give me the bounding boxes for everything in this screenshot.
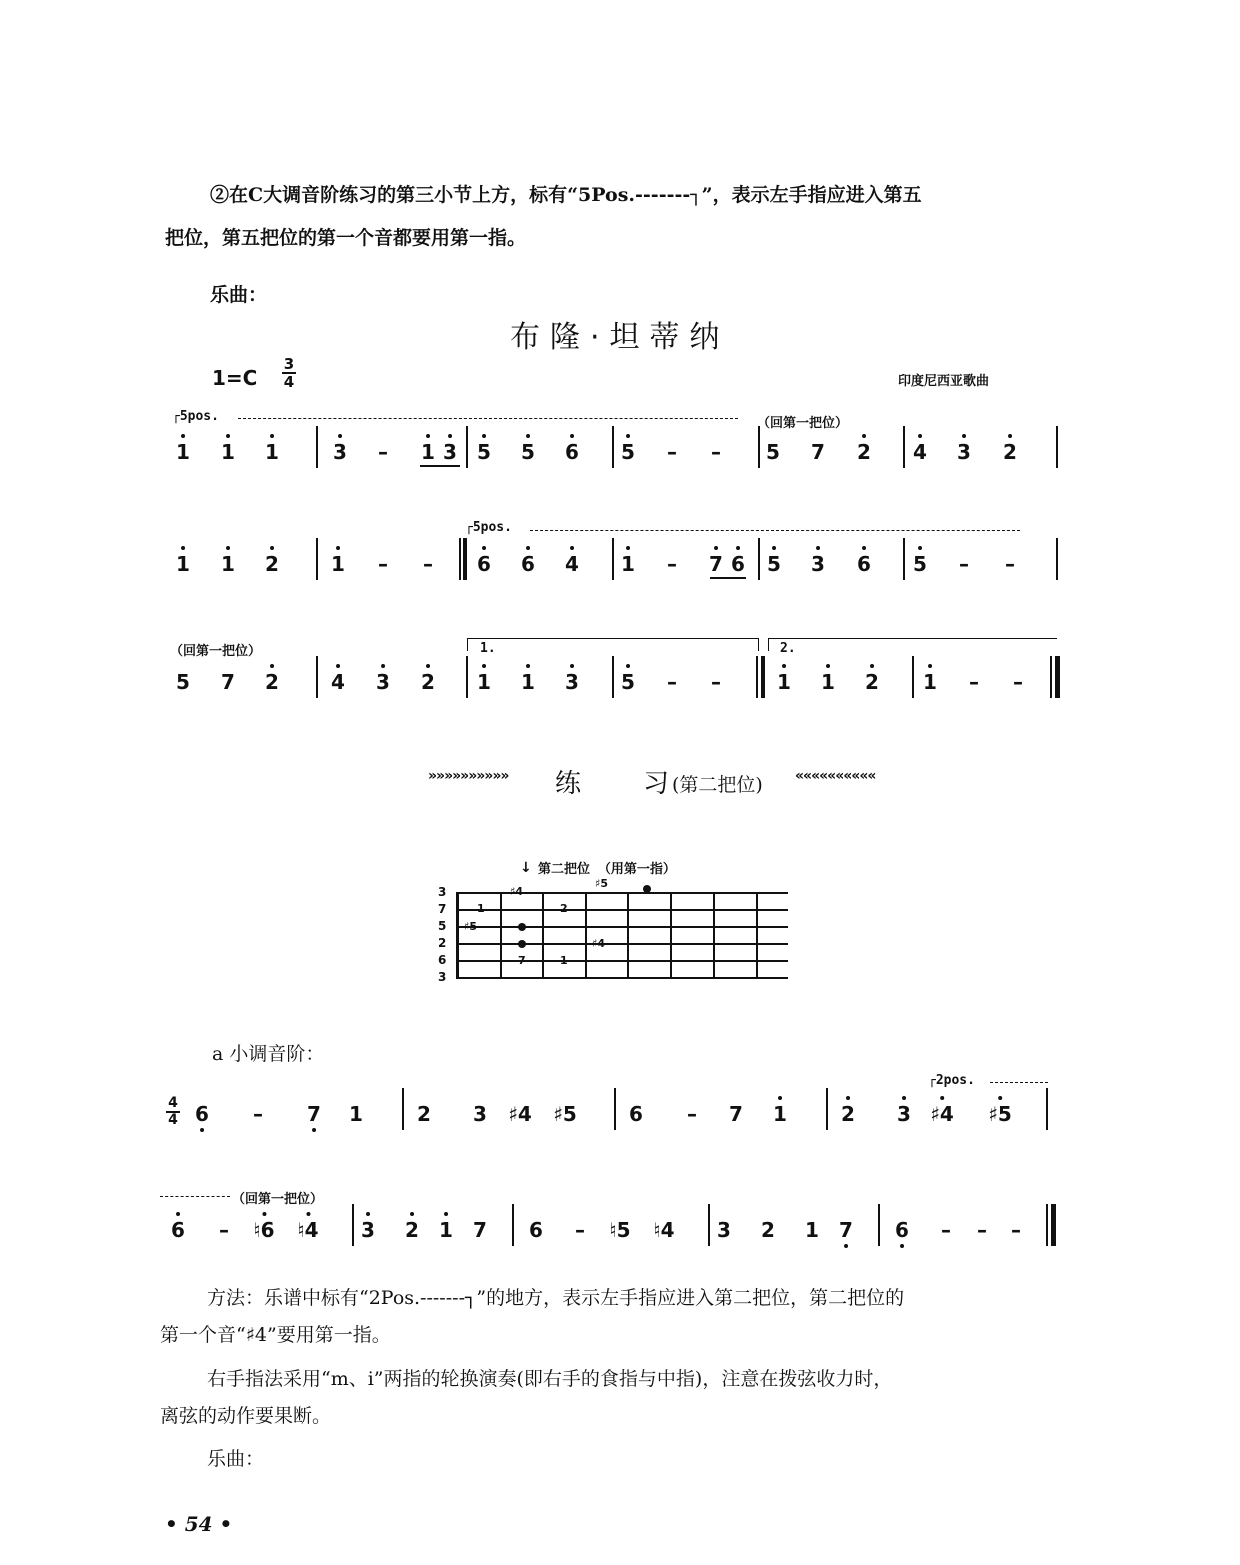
final-barline xyxy=(1050,656,1052,698)
barline xyxy=(466,656,468,698)
note: 7 xyxy=(839,1218,853,1242)
fret-dot xyxy=(643,885,651,893)
dash-note: – xyxy=(667,440,677,464)
string-line xyxy=(456,892,788,894)
double-barline xyxy=(463,538,467,580)
note: 1 xyxy=(176,552,190,576)
scale-time-top: 4 xyxy=(168,1095,178,1111)
fretboard-diagram xyxy=(430,850,800,1000)
note: 6 xyxy=(521,552,535,576)
note: 1 xyxy=(176,440,190,464)
barline xyxy=(1046,1088,1048,1130)
note: 3 xyxy=(565,670,579,694)
note: 1 xyxy=(805,1218,819,1242)
string-label: 5 xyxy=(438,919,447,933)
string-label: 2 xyxy=(438,936,447,950)
intro-label: 乐曲： xyxy=(210,284,268,306)
page-number: • 54 • xyxy=(165,1512,233,1536)
note: 5 xyxy=(621,440,635,464)
fret-note-mark: 1 xyxy=(477,902,485,915)
method-label: 乐曲： xyxy=(207,1448,265,1470)
barline xyxy=(512,1204,514,1246)
back-first-2: （回第一把位） xyxy=(170,644,262,659)
fret-note-mark: ♯5 xyxy=(464,920,477,933)
note: 7 xyxy=(811,440,825,464)
fret-note-mark: 1 xyxy=(560,954,568,967)
note: 3 xyxy=(473,1102,487,1126)
string-line xyxy=(456,926,788,928)
beam-underline xyxy=(710,577,746,579)
fret-line xyxy=(500,892,502,978)
scale-time-signature xyxy=(166,1096,180,1128)
barline xyxy=(1056,426,1058,468)
dash-note: – xyxy=(667,552,677,576)
barline xyxy=(612,426,614,468)
barline xyxy=(614,1088,616,1130)
note: 2 xyxy=(417,1102,431,1126)
note: 5 xyxy=(913,552,927,576)
note: 6 xyxy=(529,1218,543,1242)
arrows-right: «««««««««« xyxy=(795,768,876,784)
song-title: 布隆·坦蒂纳 xyxy=(510,320,730,355)
ending-1-label: 1. xyxy=(480,641,496,656)
fret-note-mark: 7 xyxy=(518,954,526,967)
fret-note-mark: ♯4 xyxy=(592,937,605,950)
arrow-down-icon: ↓ xyxy=(520,860,532,876)
note: 1 xyxy=(521,670,535,694)
note: 1 xyxy=(421,440,435,464)
note: ♯5 xyxy=(988,1102,1012,1126)
dash-note: – xyxy=(667,670,677,694)
note: 6 xyxy=(857,552,871,576)
song-key: 1=C xyxy=(212,366,258,390)
note: 2 xyxy=(265,552,279,576)
barline xyxy=(912,656,914,698)
note: 1 xyxy=(349,1102,363,1126)
string-line xyxy=(456,960,788,962)
barline xyxy=(758,426,760,468)
note: 6 xyxy=(477,552,491,576)
note: 6 xyxy=(895,1218,909,1242)
string-line xyxy=(456,943,788,945)
barline xyxy=(903,426,905,468)
note: 4 xyxy=(913,440,927,464)
note: ♯4 xyxy=(508,1102,532,1126)
note: 3 xyxy=(897,1102,911,1126)
note: 1 xyxy=(773,1102,787,1126)
note: 2 xyxy=(865,670,879,694)
note: 2 xyxy=(761,1218,775,1242)
string-line xyxy=(456,909,788,911)
note: ♮5 xyxy=(609,1218,631,1242)
note: 5 xyxy=(521,440,535,464)
exercise-title-sub: (第二把位) xyxy=(672,774,763,796)
time-signature xyxy=(282,356,296,390)
method-line-1: 方法：乐谱中标有“2Pos.-------┐”的地方，表示左手指应进入第二把位，第二把位的 xyxy=(207,1287,905,1309)
dash-note: – xyxy=(959,552,969,576)
note: 1 xyxy=(439,1218,453,1242)
fret-line xyxy=(670,892,672,978)
note: 2 xyxy=(857,440,871,464)
barline xyxy=(316,538,318,580)
note: ♯4 xyxy=(930,1102,954,1126)
note: 1 xyxy=(221,440,235,464)
exercise-title-left: 练 xyxy=(555,769,582,799)
note: 1 xyxy=(777,670,791,694)
note: 1 xyxy=(331,552,345,576)
nut xyxy=(456,892,459,978)
final-barline xyxy=(1046,1204,1048,1246)
note: 7 xyxy=(729,1102,743,1126)
barline xyxy=(402,1088,404,1130)
note: 1 xyxy=(265,440,279,464)
note: 2 xyxy=(421,670,435,694)
dash-note: – xyxy=(575,1218,585,1242)
note: 1 xyxy=(221,552,235,576)
intro-line-2: 把位，第五把位的第一个音都要用第一指。 xyxy=(165,227,527,249)
barline xyxy=(352,1204,354,1246)
note: 7 xyxy=(709,552,723,576)
note: 5 xyxy=(766,440,780,464)
string-label: 6 xyxy=(438,953,447,967)
fret-dot xyxy=(518,940,526,948)
note: 1 xyxy=(923,670,937,694)
time-bottom: 4 xyxy=(283,373,295,391)
dash-note: – xyxy=(1013,670,1023,694)
note: 3 xyxy=(361,1218,375,1242)
final-barline xyxy=(1051,1204,1056,1246)
fret-line xyxy=(713,892,715,978)
pos5-dashline-2 xyxy=(530,530,1020,531)
note: ♮4 xyxy=(653,1218,675,1242)
scale-label: a 小调音阶： xyxy=(212,1043,325,1065)
barline xyxy=(826,1088,828,1130)
dash-note: – xyxy=(687,1102,697,1126)
note: 4 xyxy=(565,552,579,576)
note: ♮4 xyxy=(297,1218,319,1242)
barline xyxy=(466,426,468,468)
dash-note: – xyxy=(1005,552,1015,576)
dash-note: – xyxy=(423,552,433,576)
pos2-dashline-2 xyxy=(160,1196,230,1197)
note: 5 xyxy=(767,552,781,576)
double-barline xyxy=(756,656,758,698)
barline xyxy=(612,538,614,580)
dash-note: – xyxy=(977,1218,987,1242)
exercise-title-right: 习 xyxy=(643,769,670,799)
fret-dot xyxy=(518,923,526,931)
volta-1 xyxy=(467,638,759,651)
note: 5 xyxy=(176,670,190,694)
final-barline xyxy=(1055,656,1060,698)
barline xyxy=(316,656,318,698)
note: 2 xyxy=(265,670,279,694)
note: 6 xyxy=(171,1218,185,1242)
note: 2 xyxy=(1003,440,1017,464)
dash-note: – xyxy=(378,440,388,464)
dash-note: – xyxy=(711,440,721,464)
time-top: 3 xyxy=(283,355,295,373)
string-labels xyxy=(438,884,446,986)
note: 3 xyxy=(333,440,347,464)
barline xyxy=(758,538,760,580)
note: 2 xyxy=(405,1218,419,1242)
note: 1 xyxy=(621,552,635,576)
note: 6 xyxy=(195,1102,209,1126)
note: 5 xyxy=(477,440,491,464)
note: ♯5 xyxy=(553,1102,577,1126)
note: 1 xyxy=(821,670,835,694)
note: 7 xyxy=(221,670,235,694)
dash-note: – xyxy=(969,670,979,694)
method-line-3: 右手指法采用“m、i”两指的轮换演奏(即右手的食指与中指)，注意在拨弦收力时， xyxy=(207,1368,893,1390)
composer: 印度尼西亚歌曲 xyxy=(898,374,990,389)
pos5-dashline-1 xyxy=(238,418,738,419)
note: 3 xyxy=(811,552,825,576)
diagram-caption: 第二把位 （用第一指） xyxy=(538,862,676,877)
barline xyxy=(612,656,614,698)
back-first-3: （回第一把位） xyxy=(232,1192,324,1207)
string-label: 3 xyxy=(438,970,447,984)
dash-note: – xyxy=(219,1218,229,1242)
method-line-4: 离弦的动作要果断。 xyxy=(160,1405,332,1427)
ending-2-label: 2. xyxy=(780,641,796,656)
back-first-1: （回第一把位） xyxy=(757,416,849,431)
string-label: 7 xyxy=(438,902,447,916)
pos5-mark-1: ┌5pos. xyxy=(172,409,219,424)
barline xyxy=(878,1204,880,1246)
dash-note: – xyxy=(711,670,721,694)
fret-line xyxy=(542,892,544,978)
barline xyxy=(708,1204,710,1246)
fret-note-mark: ♯5 xyxy=(595,877,608,890)
scale-time-bottom: 4 xyxy=(166,1111,180,1128)
pos5-mark-2: ┌5pos. xyxy=(465,520,512,535)
beam-underline xyxy=(420,465,460,467)
note: 7 xyxy=(473,1218,487,1242)
note: 3 xyxy=(376,670,390,694)
pos2-mark: ┌2pos. xyxy=(928,1073,975,1088)
fret-line xyxy=(585,892,587,978)
barline xyxy=(903,538,905,580)
note: 7 xyxy=(307,1102,321,1126)
fret-line xyxy=(756,892,758,978)
note: 3 xyxy=(957,440,971,464)
fret-note-mark: ♯4 xyxy=(510,885,523,898)
fret-line xyxy=(627,892,629,978)
barline xyxy=(316,426,318,468)
note: 3 xyxy=(443,440,457,464)
note: ♮6 xyxy=(253,1218,275,1242)
pos2-dashline-1 xyxy=(990,1082,1048,1083)
dash-note: – xyxy=(1011,1218,1021,1242)
fret-note-mark: 2 xyxy=(560,902,568,915)
note: 6 xyxy=(731,552,745,576)
intro-line-1: ②在C大调音阶练习的第三小节上方，标有“5Pos.-------┐”，表示左手指应进入第五 xyxy=(210,184,922,206)
note: 4 xyxy=(331,670,345,694)
note: 2 xyxy=(841,1102,855,1126)
dash-note: – xyxy=(253,1102,263,1126)
dash-note: – xyxy=(941,1218,951,1242)
note: 1 xyxy=(477,670,491,694)
method-line-2: 第一个音“♯4”要用第一指。 xyxy=(160,1324,391,1346)
arrows-left: »»»»»»»»»» xyxy=(428,768,509,784)
note: 6 xyxy=(565,440,579,464)
volta-2 xyxy=(768,638,1057,651)
double-barline xyxy=(459,538,461,580)
note: 6 xyxy=(629,1102,643,1126)
string-line xyxy=(456,977,788,979)
string-label: 3 xyxy=(438,885,447,899)
dash-note: – xyxy=(378,552,388,576)
note: 3 xyxy=(717,1218,731,1242)
note: 5 xyxy=(621,670,635,694)
barline xyxy=(1056,538,1058,580)
double-barline xyxy=(761,656,765,698)
